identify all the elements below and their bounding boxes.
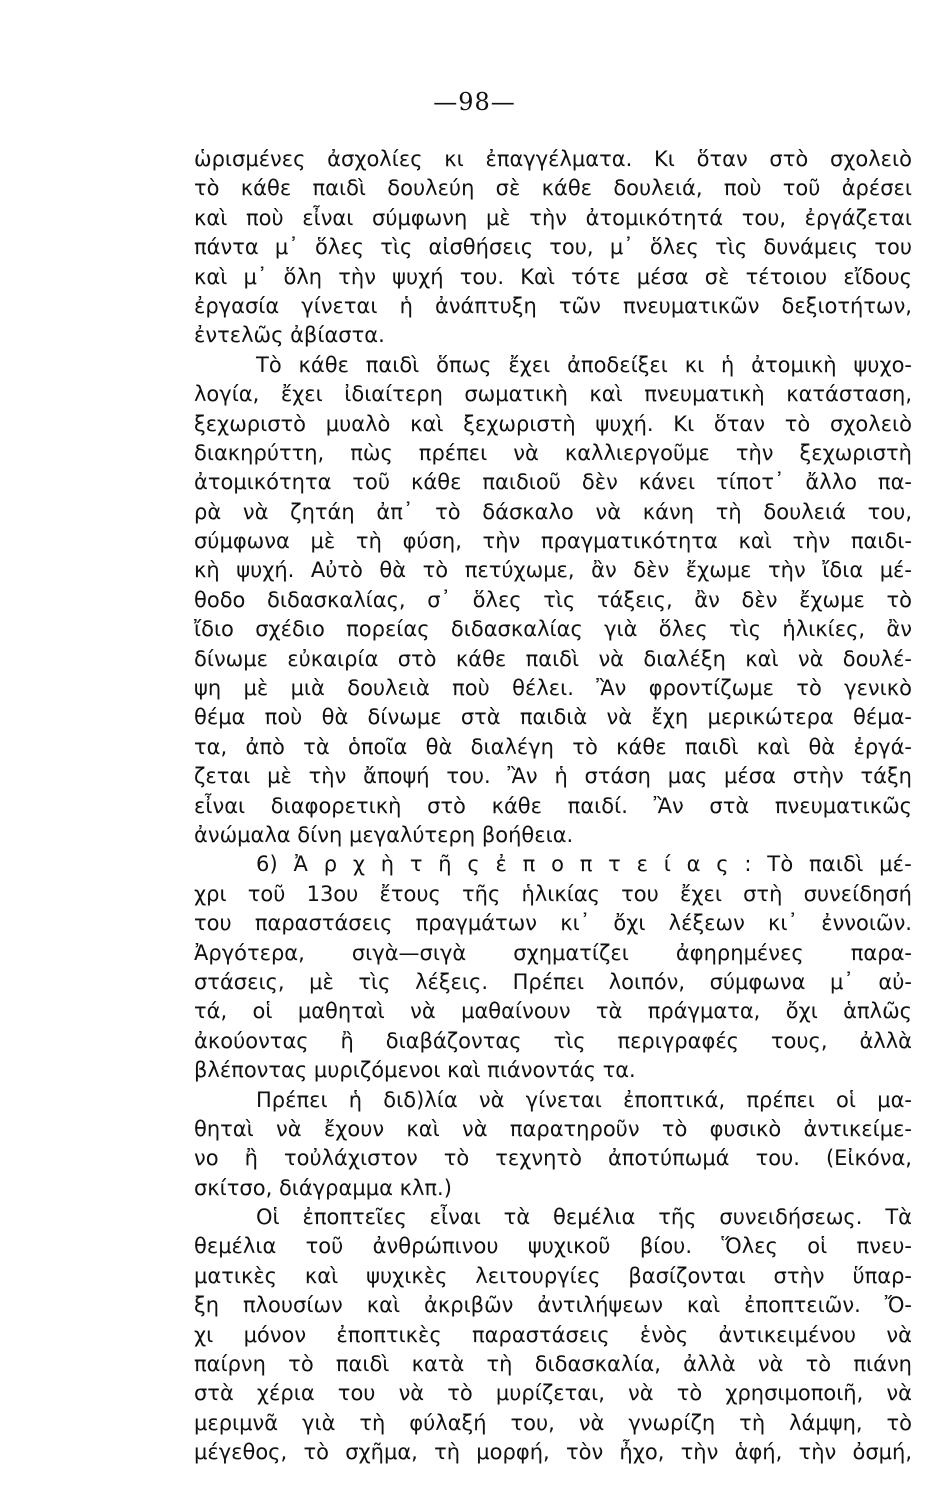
body-text: [194, 145, 912, 1468]
text-line: θέμα ποὺ θὰ δίνωμε στὰ παιδιὰ νὰ ἔχη μερικώτερα θέμα-: [194, 705, 912, 730]
text-line: Ἀργότερα, σιγὰ—σιγὰ σχηματίζει ἀφηρημένες παρα-: [194, 940, 912, 965]
text-line: του παραστάσεις πραγμάτων κι᾿ ὄχι λέξεων κι᾿ ἐννοιῶν.: [194, 911, 912, 936]
text-line: δίνωμε εὐκαιρία στὸ κάθε παιδὶ νὰ διαλέξη καὶ νὰ δουλέ-: [194, 646, 912, 671]
text-line: ὡρισμένες ἀσχολίες κι ἐπαγγέλματα. Κι ὅταν στὸ σχολειὸ: [194, 147, 912, 171]
text-line: σύμφωνα μὲ τὴ φύση, τὴν πραγματικότητα καὶ τὴν παιδι-: [194, 529, 912, 554]
text-line: ματικὲς καὶ ψυχικὲς λειτουργίες βασίζονται στὴν ὕπαρ-: [194, 1263, 912, 1288]
text-line: ἐντελῶς ἀβίαστα.: [194, 323, 385, 348]
text-line: ψη μὲ μιὰ δουλειὰ ποὺ θέλει. Ἂν φροντίζωμε τὸ γενικὸ: [194, 676, 912, 701]
text-line: παίρνη τὸ παιδὶ κατὰ τὴ διδασκαλία, ἀλλὰ νὰ τὸ πιάνη: [194, 1352, 912, 1377]
text-line: ἀκούοντας ἢ διαβάζοντας τὶς περιγραφές τους, ἀλλὰ: [194, 1028, 912, 1053]
text-line: θοδο διδασκαλίας, σ᾿ ὅλες τὶς τάξεις, ἂν δὲν ἔχωμε τὸ: [194, 587, 912, 612]
text-line: λογία, ἔχει ἰδιαίτερη σωματικὴ καὶ πνευματικὴ κατάσταση,: [194, 382, 912, 407]
text-line: ἴδιο σχέδιο πορείας διδασκαλίας γιὰ ὅλες τὶς ἡλικίες, ἂν: [194, 617, 912, 642]
text-line: τὸ κάθε παιδὶ δουλεύη σὲ κάθε δουλειά, ποὺ τοῦ ἀρέσει: [194, 176, 912, 201]
text-line: ἐργασία γίνεται ἡ ἀνάπτυξη τῶν πνευματικῶν δεξιοτήτων,: [194, 293, 912, 318]
text-line: βλέποντας μυριζόμενοι καὶ πιάνοντάς τα.: [194, 1058, 636, 1083]
text-line: κὴ ψυχή. Αὐτὸ θὰ τὸ πετύχωμε, ἂν δὲν ἔχωμε τὴν ἴδια μέ-: [194, 558, 912, 583]
text-line: νο ἢ τοὐλάχιστον τὸ τεχνητὸ ἀποτύπωμά του. (Εἰκόνα,: [194, 1146, 912, 1171]
text-line: χι μόνον ἐποπτικὲς παραστάσεις ἑνὸς ἀντικειμένου νὰ: [194, 1322, 912, 1347]
text-line: μεριμνᾶ γιὰ τὴ φύλαξή του, νὰ γνωρίζη τὴ λάμψη, τὸ: [194, 1410, 912, 1435]
text-line: ξεχωριστὸ μυαλὸ καὶ ξεχωριστὴ ψυχή. Κι ὅταν τὸ σχολειὸ: [194, 411, 912, 436]
text-line: εἶναι διαφορετικὴ στὸ κάθε παιδί. Ἂν στὰ πνευματικῶς: [194, 793, 912, 818]
text-line: Οἱ ἐποπτεῖες εἶναι τὰ θεμέλια τῆς συνειδήσεως. Τὰ: [256, 1205, 912, 1230]
text-line: θεμέλια τοῦ ἀνθρώπινου ψυχικοῦ βίου. Ὅλες οἱ πνευ-: [194, 1234, 912, 1259]
text-line: Τὸ κάθε παιδὶ ὅπως ἔχει ἀποδείξει κι ἡ ἀτομικὴ ψυχο-: [256, 352, 912, 377]
section-heading-line: 6) Ἀ ρ χ ὴ τ ῆ ς ἐ π ο π τ ε ί α ς : Τὸ παιδὶ μέ-: [256, 852, 912, 877]
text-line: διακηρύττη, πὼς πρέπει νὰ καλλιεργοῦμε τὴν ξεχωριστὴ: [194, 440, 912, 465]
text-line: ἀτομικότητα τοῦ κάθε παιδιοῦ δὲν κάνει τίποτ᾿ ἄλλο πα-: [194, 470, 912, 495]
text-line: ξη πλουσίων καὶ ἀκριβῶν ἀντιλήψεων καὶ ἐποπτειῶν. Ὄ-: [194, 1293, 912, 1318]
text-line: καὶ ποὺ εἶναι σύμφωνη μὲ τὴν ἀτομικότητά του, ἐργάζεται: [194, 205, 912, 230]
text-line: ρὰ νὰ ζητάη ἀπ᾿ τὸ δάσκαλο νὰ κάνη τὴ δουλειά του,: [194, 499, 912, 524]
text-line: τά, οἱ μαθηταὶ νὰ μαθαίνουν τὰ πράγματα, ὄχι ἁπλῶς: [194, 999, 912, 1024]
text-line: ζεται μὲ τὴν ἄποψή του. Ἂν ἡ στάση μας μέσα στὴν τάξη: [194, 764, 912, 789]
text-line: καὶ μ᾿ ὅλη τὴν ψυχή του. Καὶ τότε μέσα σὲ τέτοιου εἴδους: [194, 264, 912, 289]
text-line: μέγεθος, τὸ σχῆμα, τὴ μορφή, τὸν ἦχο, τὴν ἁφή, τὴν ὀσμή,: [194, 1440, 912, 1465]
text-line: σκίτσο, διάγραμμα κλπ.): [194, 1175, 452, 1200]
text-line: στάσεις, μὲ τὶς λέξεις. Πρέπει λοιπόν, σύμφωνα μ᾿ αὐ-: [194, 969, 912, 994]
page-number: —98—: [433, 88, 516, 116]
text-line: πάντα μ᾿ ὅλες τὶς αἰσθήσεις του, μ᾿ ὅλες τὶς δυνάμεις του: [194, 235, 912, 260]
text-line: τα, ἀπὸ τὰ ὁποῖα θὰ διαλέγη τὸ κάθε παιδὶ καὶ θὰ ἐργά-: [194, 734, 912, 759]
text-line: Πρέπει ἡ διδ)λία νὰ γίνεται ἐποπτικά, πρέπει οἱ μα-: [256, 1087, 912, 1112]
text-line: ἀνώμαλα δίνη μεγαλύτερη βοήθεια.: [194, 822, 574, 847]
text-line: στὰ χέρια του νὰ τὸ μυρίζεται, νὰ τὸ χρησιμοποιῆ, νὰ: [194, 1381, 912, 1406]
text-line: χρι τοῦ 13ου ἔτους τῆς ἡλικίας του ἔχει στὴ συνείδησή: [194, 881, 912, 906]
text-line: θηταὶ νὰ ἔχουν καὶ νὰ παρατηροῦν τὸ φυσικὸ ἀντικείμε-: [194, 1116, 912, 1141]
